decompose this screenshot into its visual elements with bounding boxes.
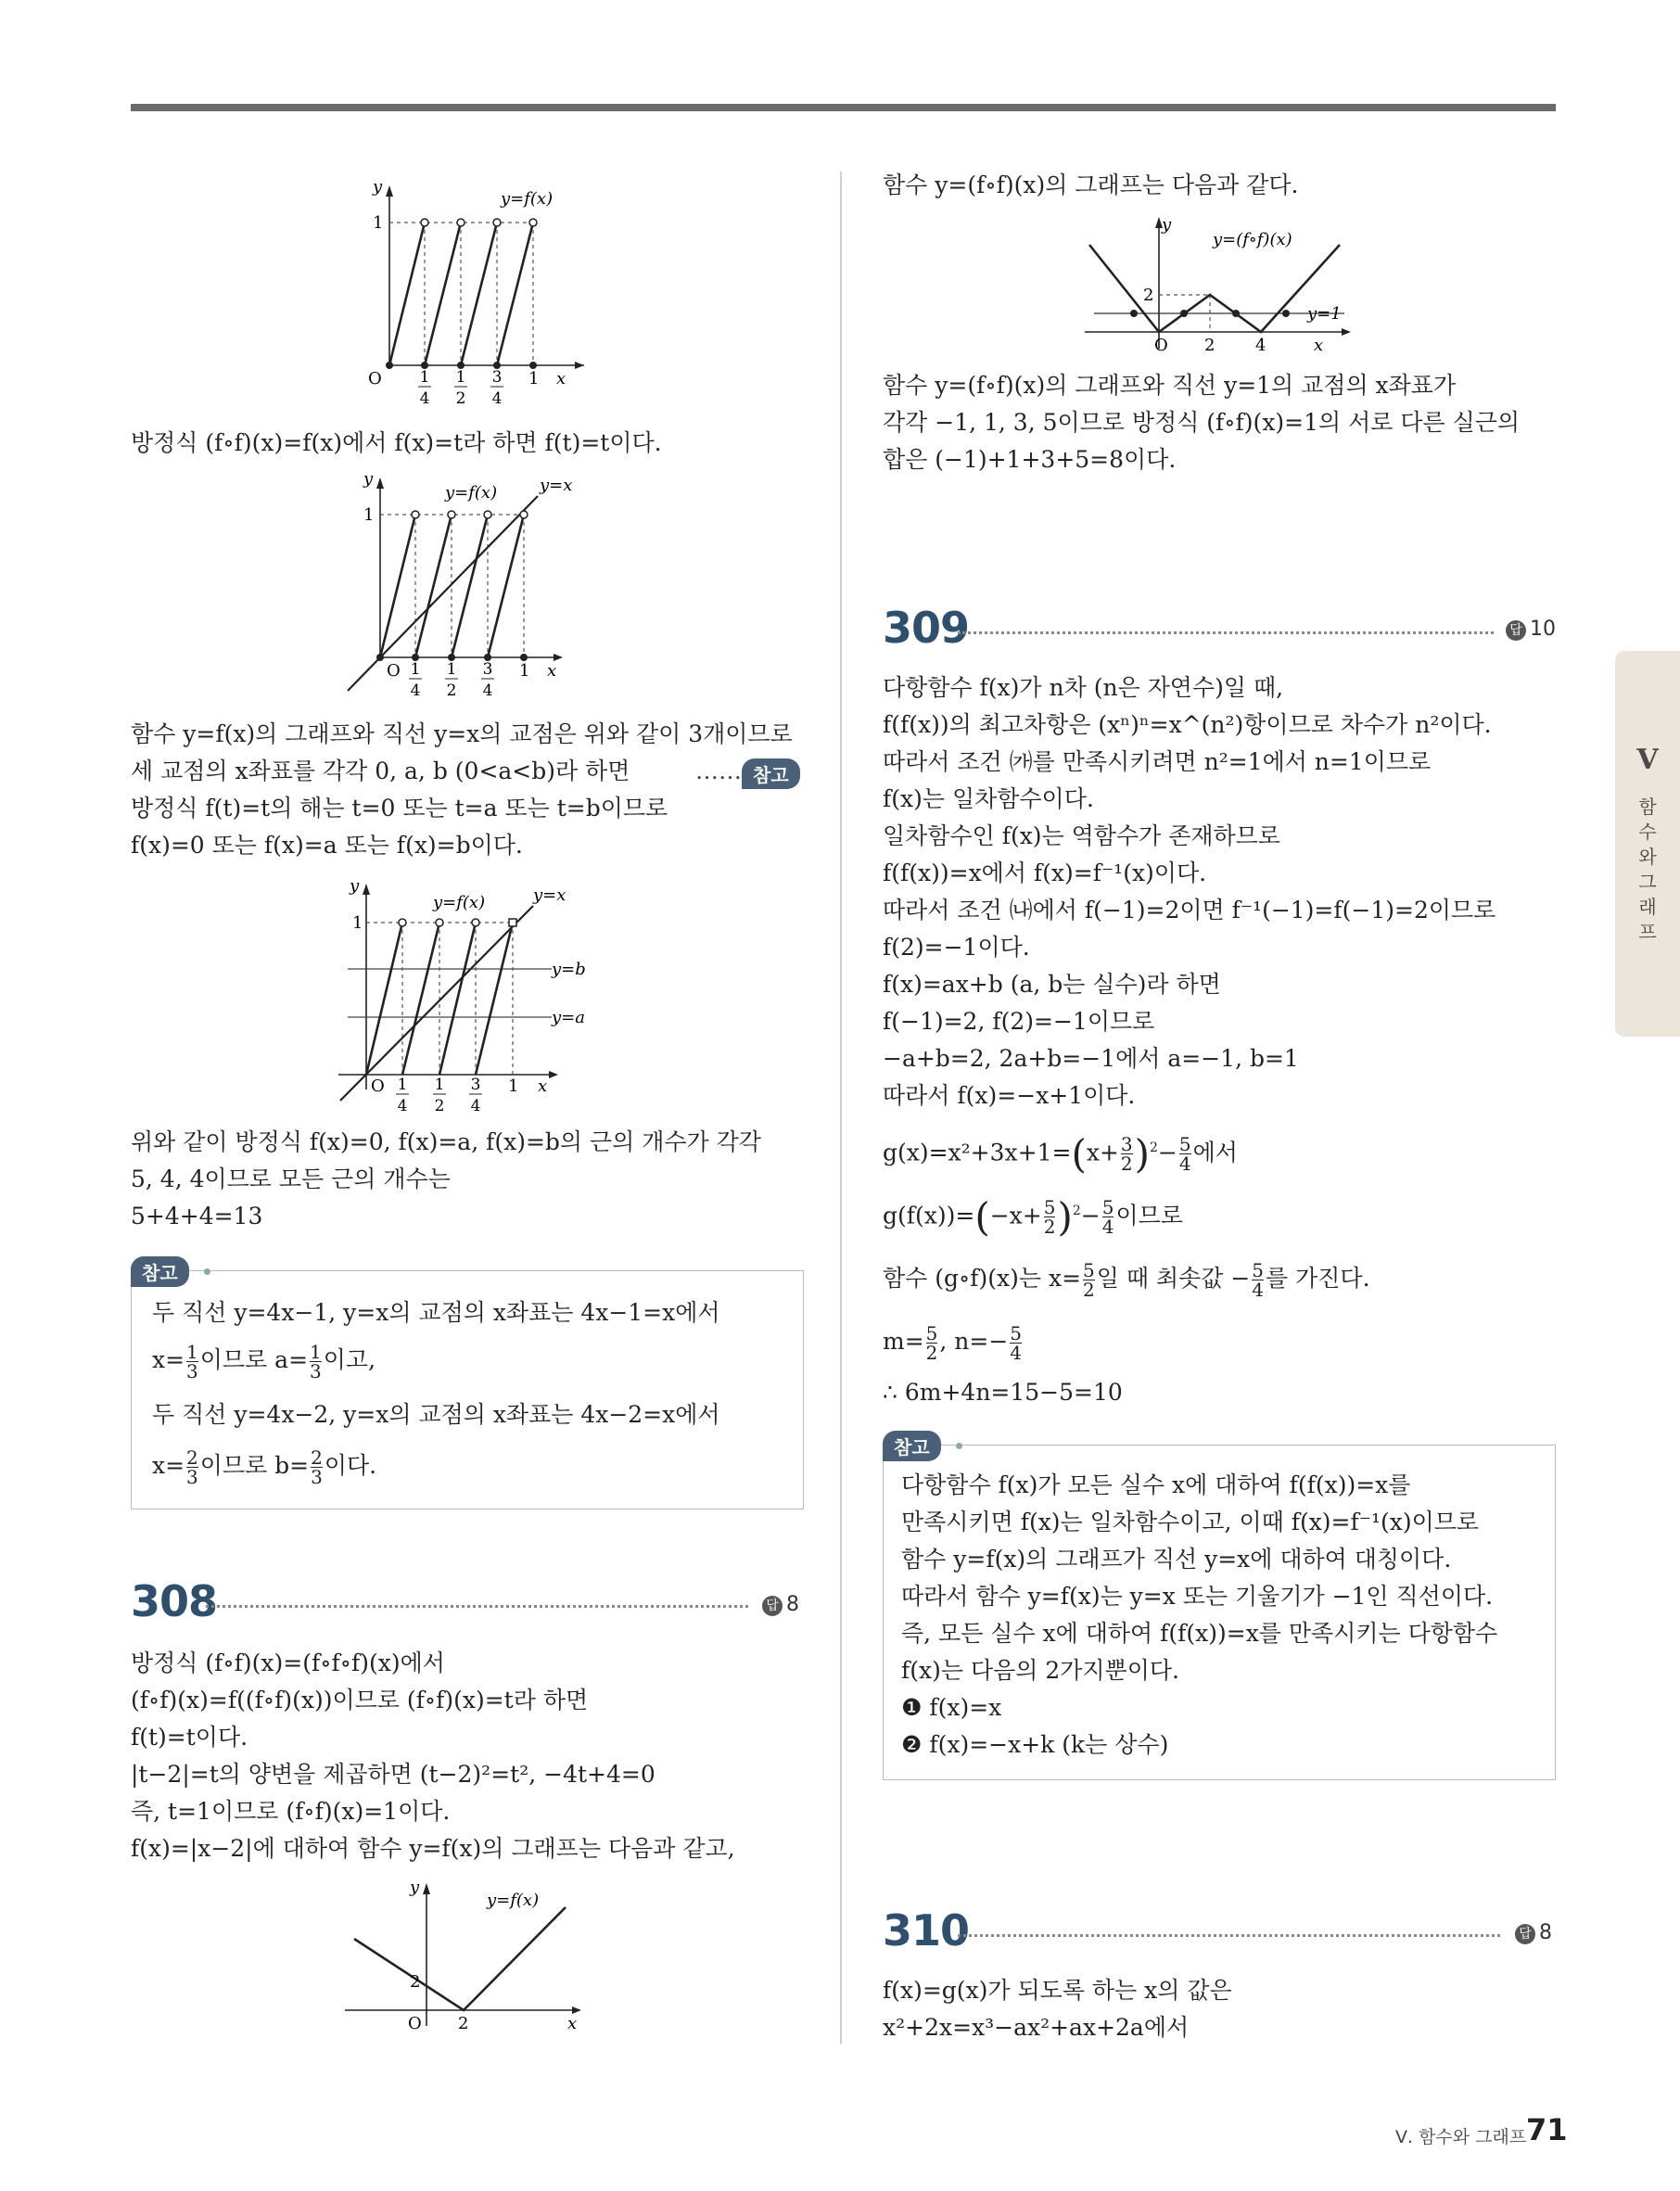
svg-text:4: 4 xyxy=(419,389,430,408)
text-line: 즉, t=1이므로 (f∘f)(x)=1이다. xyxy=(131,1798,451,1825)
note-tag: 참고 xyxy=(883,1431,941,1461)
note-line: 두 직선 y=4x−1, y=x의 교점의 x좌표는 4x−1=x에서 xyxy=(152,1299,720,1326)
note-line: 따라서 함수 y=f(x)는 y=x 또는 기울기가 −1인 직선이다. xyxy=(901,1583,1494,1610)
text-line: 방정식 f(t)=t의 해는 t=0 또는 t=a 또는 t=b이므로 xyxy=(131,795,668,822)
svg-text:O: O xyxy=(387,661,401,681)
svg-text:O: O xyxy=(371,1076,385,1096)
note-line: f(x)는 다음의 2가지뿐이다. xyxy=(901,1657,1179,1684)
text-line: 따라서 조건 ㈎를 만족시키려면 n²=1에서 n=1이므로 xyxy=(883,748,1432,775)
svg-text:4: 4 xyxy=(491,389,503,408)
svg-text:2: 2 xyxy=(410,1972,421,1992)
text-line: f(t)=t이다. xyxy=(131,1724,248,1751)
note-line: 함수 y=f(x)의 그래프가 직선 y=x에 대하여 대칭이다. xyxy=(901,1546,1452,1573)
note-line: 두 직선 y=4x−2, y=x의 교점의 x좌표는 4x−2=x에서 xyxy=(152,1401,720,1428)
svg-text:1: 1 xyxy=(446,660,457,679)
chapter-side-tab[interactable] xyxy=(1615,651,1680,1037)
svg-text:x: x xyxy=(538,1076,548,1096)
svg-text:y: y xyxy=(350,876,360,896)
text-line: |t−2|=t의 양변을 제곱하면 (t−2)²=t², −4t+4=0 xyxy=(131,1761,655,1788)
svg-text:4: 4 xyxy=(1255,336,1266,355)
text-line: ∴ 6m+4n=15−5=10 xyxy=(883,1379,1123,1406)
svg-text:4: 4 xyxy=(397,1097,408,1115)
svg-text:1: 1 xyxy=(434,1076,445,1094)
svg-text:1: 1 xyxy=(508,1076,519,1096)
chapter-roman-numeral: V xyxy=(1636,744,1659,776)
note-line: ❶ f(x)=x xyxy=(901,1694,1002,1721)
svg-text:1: 1 xyxy=(363,505,375,525)
note-line: 만족시키면 f(x)는 일차함수이고, 이때 f(x)=f⁻¹(x)이므로 xyxy=(901,1509,1480,1535)
text-line: x²+2x=x³−ax²+ax+2a에서 xyxy=(883,2014,1190,2041)
svg-text:y: y xyxy=(1162,215,1172,235)
text-line: f(2)=−1이다. xyxy=(883,934,1030,961)
g2-curve-label: y=f(x) xyxy=(445,483,498,503)
answer-309: 답 10 xyxy=(1506,618,1556,641)
note-tag-dot xyxy=(956,1443,962,1449)
svg-text:1: 1 xyxy=(519,661,530,681)
text-line: 다항함수 f(x)가 n차 (n은 자연수)일 때, xyxy=(883,674,1284,701)
problem-number-309: 309 xyxy=(883,603,970,653)
page-number: 71 xyxy=(1526,2112,1568,2147)
text-line: f(−1)=2, f(2)=−1이므로 xyxy=(883,1008,1155,1035)
text-line: f(x)=0 또는 f(x)=a 또는 f(x)=b이다. xyxy=(131,832,523,859)
problem-number-308: 308 xyxy=(131,1576,218,1626)
svg-text:1: 1 xyxy=(352,913,363,933)
g1-curve-label: y=f(x) xyxy=(501,189,554,209)
text-line: f(f(x))의 최고차항은 (xⁿ)ⁿ=x^(n²)항이므로 차수가 n²이다. xyxy=(883,711,1492,738)
note-tag-dot xyxy=(204,1268,210,1275)
svg-text:y=1: y=1 xyxy=(1307,304,1342,324)
text-line: 세 교점의 x좌표를 각각 0, a, b (0<a<b)라 하면 xyxy=(131,758,630,784)
dots-leader: …… xyxy=(695,758,742,784)
text-line: (f∘f)(x)=f((f∘f)(x))이므로 (f∘f)(x)=t라 하면 xyxy=(131,1687,589,1713)
graph-fx-and-yx xyxy=(343,468,603,709)
svg-text:1: 1 xyxy=(455,368,466,387)
g3-yb-label: y=b xyxy=(552,960,586,979)
g1-origin: O xyxy=(368,369,382,389)
svg-text:3: 3 xyxy=(470,1076,481,1094)
text-line: f(x)는 일차함수이다. xyxy=(883,785,1094,812)
text-line: 따라서 조건 ㈏에서 f(−1)=2이면 f⁻¹(−1)=f(−1)=2이므로 xyxy=(883,897,1496,924)
svg-text:y=f(x): y=f(x) xyxy=(433,893,486,912)
leader-dots xyxy=(206,1605,748,1608)
svg-text:1: 1 xyxy=(397,1076,408,1094)
text-line: 위와 같이 방정식 f(x)=0, f(x)=a, f(x)=b의 근의 개수가 각각 xyxy=(131,1128,761,1155)
text-line: f(x)=|x−2|에 대하여 함수 y=f(x)의 그래프는 다음과 같고, xyxy=(131,1835,735,1862)
equation-line: g(f(x))=(−x+ $\frac{5}{2}$ )$^2$− $\frac{5}{4}$ 이므로 xyxy=(883,1193,1183,1240)
g1-x-label: x xyxy=(556,369,566,389)
text-line: 5+4+4=13 xyxy=(131,1203,263,1229)
chapter-vertical-title: 함 수 와 그 래 프 xyxy=(1638,796,1657,943)
svg-text:y=x: y=x xyxy=(533,885,566,905)
svg-text:2: 2 xyxy=(1204,336,1215,355)
text-line: 각각 −1, 1, 3, 5이므로 방정식 (f∘f)(x)=1의 서로 다른 실근의 xyxy=(883,409,1521,436)
svg-text:1: 1 xyxy=(410,660,421,679)
note-line: x= $\frac{2}{3}$ 이므로 b= $\frac{2}{3}$ 이다. xyxy=(152,1446,377,1488)
note-tag: 참고 xyxy=(131,1256,189,1287)
graph-fx-sawtooth xyxy=(352,176,593,417)
svg-text:4: 4 xyxy=(470,1097,481,1115)
svg-text:4: 4 xyxy=(410,682,421,700)
note-ref-tag: 참고 xyxy=(742,758,800,789)
text-line: 5, 4, 4이므로 모든 근의 개수는 xyxy=(131,1166,451,1192)
text-line: f(x)=ax+b (a, b는 실수)라 하면 xyxy=(883,971,1221,998)
svg-text:2: 2 xyxy=(434,1097,445,1115)
svg-text:2: 2 xyxy=(1143,286,1154,305)
top-rule xyxy=(131,104,1556,111)
leader-dots xyxy=(958,1934,1500,1937)
text-line: 일차함수인 f(x)는 역함수가 존재하므로 xyxy=(883,822,1280,849)
svg-text:3: 3 xyxy=(491,368,503,387)
g2-line-label: y=x xyxy=(540,476,573,495)
g1-one: 1 xyxy=(373,213,384,233)
text-line: 합은 (−1)+1+3+5=8이다. xyxy=(883,446,1177,473)
svg-text:O: O xyxy=(1154,336,1168,355)
svg-text:x: x xyxy=(567,2014,578,2033)
text-line: f(x)=g(x)가 되도록 하는 x의 값은 xyxy=(883,1977,1232,2004)
svg-text:2: 2 xyxy=(458,2014,469,2033)
text-line: f(f(x))=x에서 f(x)=f⁻¹(x)이다. xyxy=(883,860,1207,886)
graph-fx-levels xyxy=(329,876,607,1117)
answer-308: 답 8 xyxy=(762,1593,799,1616)
note-line: 다항함수 f(x)가 모든 실수 x에 대하여 f(f(x))=x를 xyxy=(901,1471,1411,1498)
svg-text:4: 4 xyxy=(482,682,493,700)
text-line: 방정식 (f∘f)(x)=f(x)에서 f(x)=t라 하면 f(t)=t이다. xyxy=(131,429,662,456)
footer-chapter: Ⅴ. 함수와 그래프 xyxy=(1395,2127,1527,2147)
equation-line: 함수 (g∘f)(x)는 x= $\frac{5}{2}$ 일 때 최솟값 − $\frac{5}{4}$ 를 가진다. xyxy=(883,1259,1370,1301)
text-line: 방정식 (f∘f)(x)=(f∘f∘f)(x)에서 xyxy=(131,1650,445,1676)
graph-fof xyxy=(1080,211,1377,360)
svg-text:3: 3 xyxy=(482,660,493,679)
bullet-2-icon: ❷ xyxy=(901,1731,923,1758)
svg-text:x: x xyxy=(1314,336,1324,355)
svg-text:y: y xyxy=(363,469,374,489)
note-line: x= $\frac{1}{3}$ 이므로 a= $\frac{1}{3}$ 이고, xyxy=(152,1341,376,1382)
text-line: 따라서 f(x)=−x+1이다. xyxy=(883,1082,1136,1109)
text-line: 함수 y=(f∘f)(x)의 그래프와 직선 y=1의 교점의 x좌표가 xyxy=(883,372,1457,399)
equation-line: m= $\frac{5}{2}$ , n=− $\frac{5}{4}$ xyxy=(883,1322,1023,1364)
note-line: ❷ f(x)=−x+k (k는 상수) xyxy=(901,1731,1169,1758)
answer-310: 답 8 xyxy=(1515,1921,1552,1944)
equation-line: g(x)=x²+3x+1=(x+ $\frac{3}{2}$ )$^2$− $\frac{5}{4}$ 에서 xyxy=(883,1130,1238,1177)
g1-y-label: y xyxy=(373,177,383,197)
g1-one-x: 1 xyxy=(528,369,540,389)
bullet-1-icon: ❶ xyxy=(901,1694,923,1721)
svg-text:y=f(x): y=f(x) xyxy=(487,1891,540,1910)
text-line: −a+b=2, 2a+b=−1에서 a=−1, b=1 xyxy=(883,1045,1299,1072)
svg-text:2: 2 xyxy=(446,682,457,700)
text-line: 함수 y=f(x)의 그래프와 직선 y=x의 교점은 위와 같이 3개이므로 xyxy=(131,720,793,747)
svg-text:1: 1 xyxy=(419,368,430,387)
leader-dots xyxy=(958,631,1494,634)
text-line: 함수 y=(f∘f)(x)의 그래프는 다음과 같다. xyxy=(883,172,1299,198)
svg-text:y=(f∘f)(x): y=(f∘f)(x) xyxy=(1213,230,1292,249)
problem-number-310: 310 xyxy=(883,1905,970,1955)
g3-ya-label: y=a xyxy=(552,1008,585,1027)
column-divider xyxy=(840,172,842,2045)
svg-text:x: x xyxy=(547,661,557,681)
svg-text:y: y xyxy=(410,1878,420,1897)
svg-text:O: O xyxy=(408,2014,422,2033)
svg-text:2: 2 xyxy=(455,389,466,408)
graph-abs-x-minus-2 xyxy=(343,1878,603,2040)
note-line: 즉, 모든 실수 x에 대하여 f(f(x))=x를 만족시키는 다항함수 xyxy=(901,1620,1498,1647)
